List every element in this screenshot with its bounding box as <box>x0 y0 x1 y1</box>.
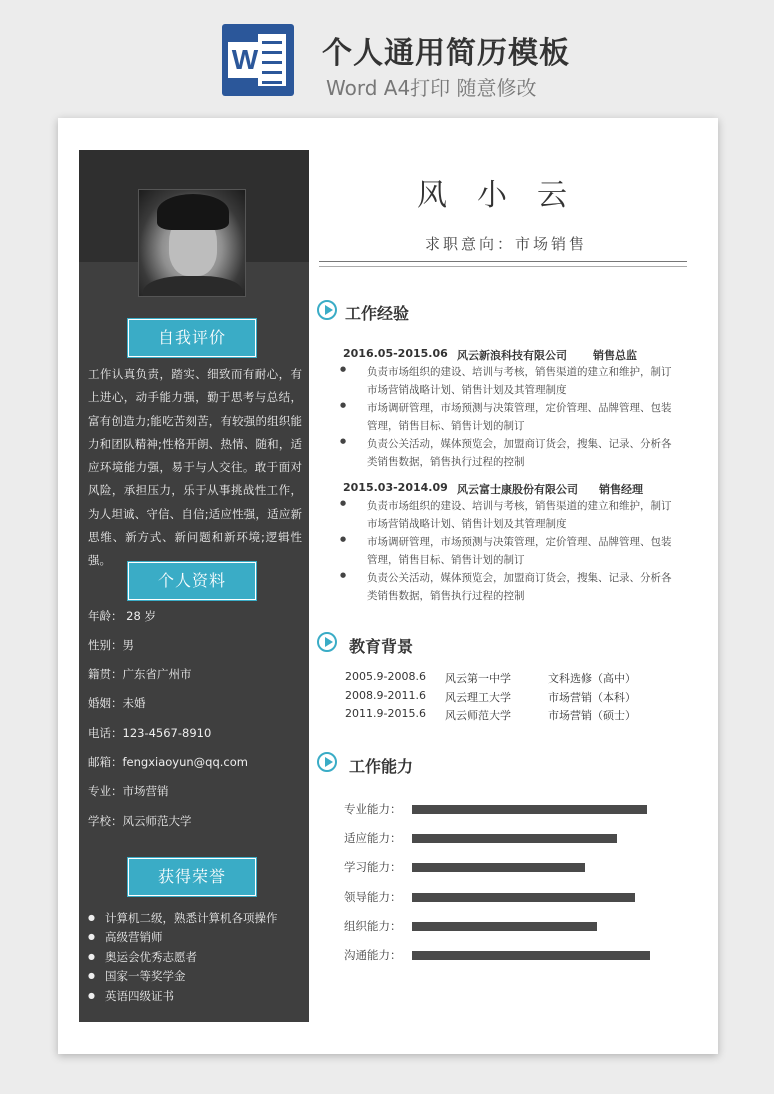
honor-item: ● 高级营销师 <box>88 929 162 945</box>
skill-bar <box>412 805 647 814</box>
skill-bar <box>412 834 617 843</box>
banner-title: 个人通用简历模板 <box>322 36 570 71</box>
header-divider <box>319 266 687 267</box>
skill-label: 沟通能力： <box>344 948 402 962</box>
honor-item: ● 国家一等奖学金 <box>88 968 185 984</box>
resume-sheet <box>58 118 718 1054</box>
word-icon <box>222 24 294 96</box>
skill-bar <box>412 922 597 931</box>
job-duty: ● 市场调研管理，市场预测与决策管理，定价管理、品牌管理、包装管理，销售目标、销售计划的制订 <box>343 533 653 569</box>
edu-major: 市场营销（本科） <box>548 691 636 704</box>
person-name: 风小云 <box>417 178 597 213</box>
profile-photo <box>138 189 246 297</box>
job-duty: ● 市场调研管理，市场预测与决策管理，定价管理、品牌管理、包装管理，销售目标、销售计划的制订 <box>343 399 653 435</box>
edu-major: 市场营销（硕士） <box>548 709 636 722</box>
play-circle-icon <box>317 752 337 772</box>
profile-gender: 性别：男 <box>88 638 134 652</box>
profile-hometown: 籍贯：广东省广州市 <box>88 667 192 681</box>
job-intent: 求职意向：市场销售 <box>425 235 588 253</box>
edu-period: 2005.9-2008.6 <box>345 670 426 683</box>
skill-bar <box>412 893 635 902</box>
edu-school: 风云理工大学 <box>445 691 511 704</box>
self-eval-heading: 自我评价 <box>128 319 256 357</box>
banner-subtitle: Word A4打印 随意修改 <box>326 76 537 100</box>
self-eval-text: 工作认真负责，踏实、细致而有耐心，有上进心，动手能力强，勤于思考与总结，富有创造力;能吃苦刻苦，有较强的组织能力和团队精神;性格开朗、热情、随和，适应环境能力强，易于与人交往。敢于面对风险，承担压力，乐于从事挑战性工作，为人坦诚、守信、自信;适应性强，适应新思维、新方式、新问题和新环境;逻辑性强。 <box>88 367 302 568</box>
play-circle-icon <box>317 632 337 652</box>
edu-school: 风云师范大学 <box>445 709 511 722</box>
edu-period: 2008.9-2011.6 <box>345 689 426 702</box>
education-section-title: 教育背景 <box>349 637 414 656</box>
skill-label: 领导能力： <box>344 890 402 904</box>
edu-period: 2011.9-2015.6 <box>345 707 426 720</box>
job-period: 2015.03-2014.09 <box>343 481 448 494</box>
skills-section-title: 工作能力 <box>349 757 414 776</box>
profile-school: 学校：风云师范大学 <box>88 814 192 828</box>
skill-bar <box>412 951 650 960</box>
job-company: 风云富士康股份有限公司 <box>457 483 578 496</box>
play-circle-icon <box>317 300 337 320</box>
main-column <box>309 150 718 1022</box>
skill-label: 适应能力： <box>344 831 402 845</box>
honor-item: ● 计算机二级，熟悉计算机各项操作 <box>88 910 277 926</box>
honors-heading: 获得荣誉 <box>128 858 256 896</box>
banner <box>0 0 774 110</box>
skill-label: 专业能力： <box>344 802 402 816</box>
profile-major: 专业：市场营销 <box>88 784 169 798</box>
word-letter: W <box>228 42 262 78</box>
skill-bar <box>412 863 585 872</box>
profile-phone: 电话：123-4567-8910 <box>88 726 212 740</box>
job-duty: ● 负责市场组织的建设、培训与考核，销售渠道的建立和维护，制订市场营销战略计划、销售计划及其管理制度 <box>343 363 653 399</box>
honor-item: ● 奥运会优秀志愿者 <box>88 949 197 965</box>
job-position: 销售经理 <box>599 483 643 496</box>
edu-school: 风云第一中学 <box>445 672 511 685</box>
profile-marital: 婚姻：未婚 <box>88 696 146 710</box>
profile-heading: 个人资料 <box>128 562 256 600</box>
work-section-title: 工作经验 <box>345 304 410 323</box>
header-divider <box>319 261 687 262</box>
profile-email: 邮箱：fengxiaoyun@qq.com <box>88 755 248 769</box>
skill-label: 学习能力： <box>344 860 402 874</box>
profile-age: 年龄： 28 岁 <box>88 609 156 623</box>
job-duty: ● 负责市场组织的建设、培训与考核，销售渠道的建立和维护，制订市场营销战略计划、销售计划及其管理制度 <box>343 497 653 533</box>
skill-label: 组织能力： <box>344 919 402 933</box>
sidebar <box>79 150 309 1022</box>
honor-item: ● 英语四级证书 <box>88 988 174 1004</box>
job-company: 风云新浪科技有限公司 <box>457 349 567 362</box>
edu-major: 文科选修（高中） <box>548 672 636 685</box>
job-period: 2016.05-2015.06 <box>343 347 448 360</box>
job-position: 销售总监 <box>593 349 637 362</box>
job-duty: ● 负责公关活动，媒体预览会，加盟商订货会，搜集、记录、分析各类销售数据，销售执行过程的控制 <box>343 435 653 471</box>
job-duty: ● 负责公关活动，媒体预览会，加盟商订货会，搜集、记录、分析各类销售数据，销售执行过程的控制 <box>343 569 653 605</box>
